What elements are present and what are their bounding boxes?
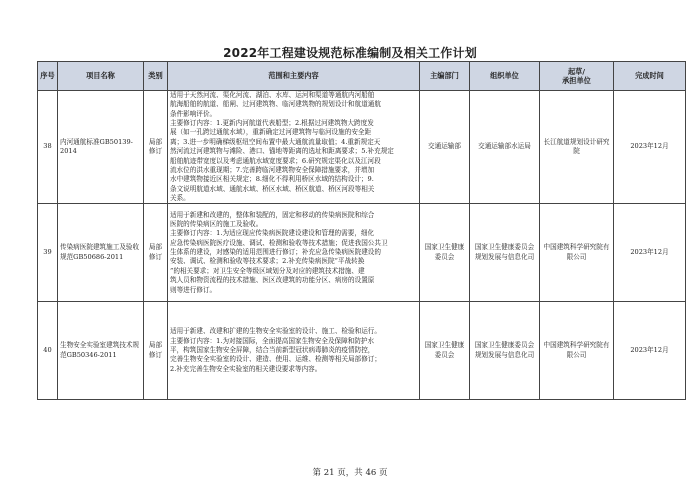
scope-line: 筑人员和物资流程的技术措施、医区改建筑的功能分区、病房的设置原 — [170, 276, 375, 285]
scope-line: 完善生物安全实验室的设计、建造、使用、运维、检测等相关局部修订； — [170, 355, 381, 364]
scope-line: 航海船舶的航道、船闸、过河建筑物、临河建筑物的规划设计和航道通航 — [170, 100, 381, 109]
table-header-row — [38, 62, 686, 91]
header-drafter — [540, 62, 614, 91]
header-scope: 范围和主要内容 — [168, 62, 420, 91]
scope-content-cell — [168, 91, 420, 204]
drafting-unit-cell: 中国建筑科学研究院有限公司 — [540, 204, 614, 302]
editing-dept-cell: 交通运输部 — [420, 91, 470, 204]
scope-line: 关系。 — [170, 193, 190, 202]
completion-date-cell: 2023年12月 — [614, 204, 686, 302]
header-dept: 主编部门 — [420, 62, 470, 91]
header-category: 类别 — [144, 62, 168, 91]
category-cell: 局部修订 — [144, 204, 168, 302]
scope-line: 离；3.进一步明确梯级枢纽空间布置中最大通航流量取值；4.重新规定天 — [170, 137, 381, 146]
scope-line: 船舶航迹带宽度以及考虑通航水域宽度要求；6.研究规定渠化以及江河段 — [170, 156, 381, 165]
row-number-cell: 39 — [38, 204, 58, 302]
category-cell: 局部修订 — [144, 302, 168, 400]
scope-line: 主要修订内容：1.更新内河航道代表船型；2.根据过河建筑物大跨度发 — [170, 119, 374, 128]
scope-line: ”的相关要求；对卫生安全等级区域划分及对应的建筑技术措施、建 — [170, 266, 365, 275]
table-row — [38, 204, 686, 302]
scope-line: 主要修订内容：1.为适应现应传染病医院建设建设和管理的需要，细化 — [170, 229, 375, 238]
scope-line: 平，构筑国家生物安全屏障，结合当前新型冠状病毒肺炎的疫情防控， — [170, 346, 375, 355]
drafting-unit-cell: 中国建筑科学研究院有限公司 — [540, 302, 614, 400]
scope-line: 主要修订内容：1.为对接国际，全面提高国家生物安全及保障和防护水 — [170, 336, 375, 345]
header-deadline: 完成时间 — [614, 62, 686, 91]
scope-line: 适用于新建、改建和扩建的生物安全实验室的设计、施工、检验和运行。 — [170, 327, 381, 336]
header-drafter-line-1: 起草/ — [567, 66, 585, 76]
table-body — [38, 91, 686, 400]
row-number-cell: 38 — [38, 91, 58, 204]
header-drafter-line-2: 承担单位 — [562, 76, 591, 85]
completion-date-cell: 2023年12月 — [614, 302, 686, 400]
scope-line: 医院的传染病区的施工及验收。 — [170, 220, 263, 229]
plan-table — [37, 61, 686, 400]
scope-line: 条件影响评价。 — [170, 109, 217, 118]
header-no: 序号 — [38, 62, 58, 91]
category-cell: 局部修订 — [144, 91, 168, 204]
table-row — [38, 302, 686, 400]
scope-line: 然河流过河建筑物与滩险、港口、锚地等距离的选址和距离要求；5.补充规定 — [170, 147, 394, 156]
organizing-unit-cell: 国家卫生健康委员会规划发展与信息化司 — [470, 302, 540, 400]
organizing-unit-cell: 交通运输部水运局 — [470, 91, 540, 204]
drafting-unit-cell: 长江航道规划设计研究院 — [540, 91, 614, 204]
project-name-cell: 内河通航标准GB50139-2014 — [58, 91, 144, 204]
scope-line: 应急传染病医院医疗设施、调试、检测和验收等技术措施；促进我国公共卫 — [170, 238, 388, 247]
scope-content-cell — [168, 204, 420, 302]
project-name-cell: 传染病医院建筑施工及验收规范GB50686-2011 — [58, 204, 144, 302]
scope-line: 生体系的建设，对感染的适用范围进行修订；补充应急传染病医院建设的 — [170, 248, 381, 257]
scope-line: 展（如一孔跨过通航水域），重新确定过河建筑物与临河设施的安全距 — [170, 128, 372, 137]
editing-dept-cell: 国家卫生健康委员会 — [420, 302, 470, 400]
scope-line: 则等进行修订。 — [170, 285, 217, 294]
table-row — [38, 91, 686, 204]
scope-content-cell — [168, 302, 420, 400]
editing-dept-cell: 国家卫生健康委员会 — [420, 204, 470, 302]
page-title: 2022年工程建设规范标准编制及相关工作计划 — [223, 46, 477, 60]
project-name-cell: 生物安全实验室建筑技术规范GB50346-2011 — [58, 302, 144, 400]
scope-line: 水中建筑物接近区相关规定；8.细化不得利用桥区水域的结构设计；9. — [170, 175, 374, 184]
page-footer: 第 21 页，共 46 页 — [312, 468, 388, 478]
scope-line: 流水位的洪水重现期；7.完善跨临河建筑物安全保障措施要求，并增加 — [170, 165, 375, 174]
completion-date-cell: 2023年12月 — [614, 91, 686, 204]
scope-line: 安装、调试、检测和验收等技术要求；2.补充传染病医院“平战转换 — [170, 257, 365, 266]
scope-line: 适用于天然河流、渠化河流、湖泊、水库、运河和渠道等通航内河船舶 — [170, 91, 375, 99]
header-org: 组织单位 — [470, 62, 540, 91]
organizing-unit-cell: 国家卫生健康委员会规划发展与信息化司 — [470, 204, 540, 302]
scope-line: 适用于新建和改建的，整体和装配的，固定和移动的传染病医院和综合 — [170, 210, 375, 219]
row-number-cell: 40 — [38, 302, 58, 400]
scope-line: 条文说明航道水域、通航水域、桥区水域、桥区航道、桥区河段等相关 — [170, 184, 375, 193]
scope-line: 2.补充完善生物安全实验室的相关建设要求等内容。 — [170, 364, 322, 373]
header-project: 项目名称 — [58, 62, 144, 91]
